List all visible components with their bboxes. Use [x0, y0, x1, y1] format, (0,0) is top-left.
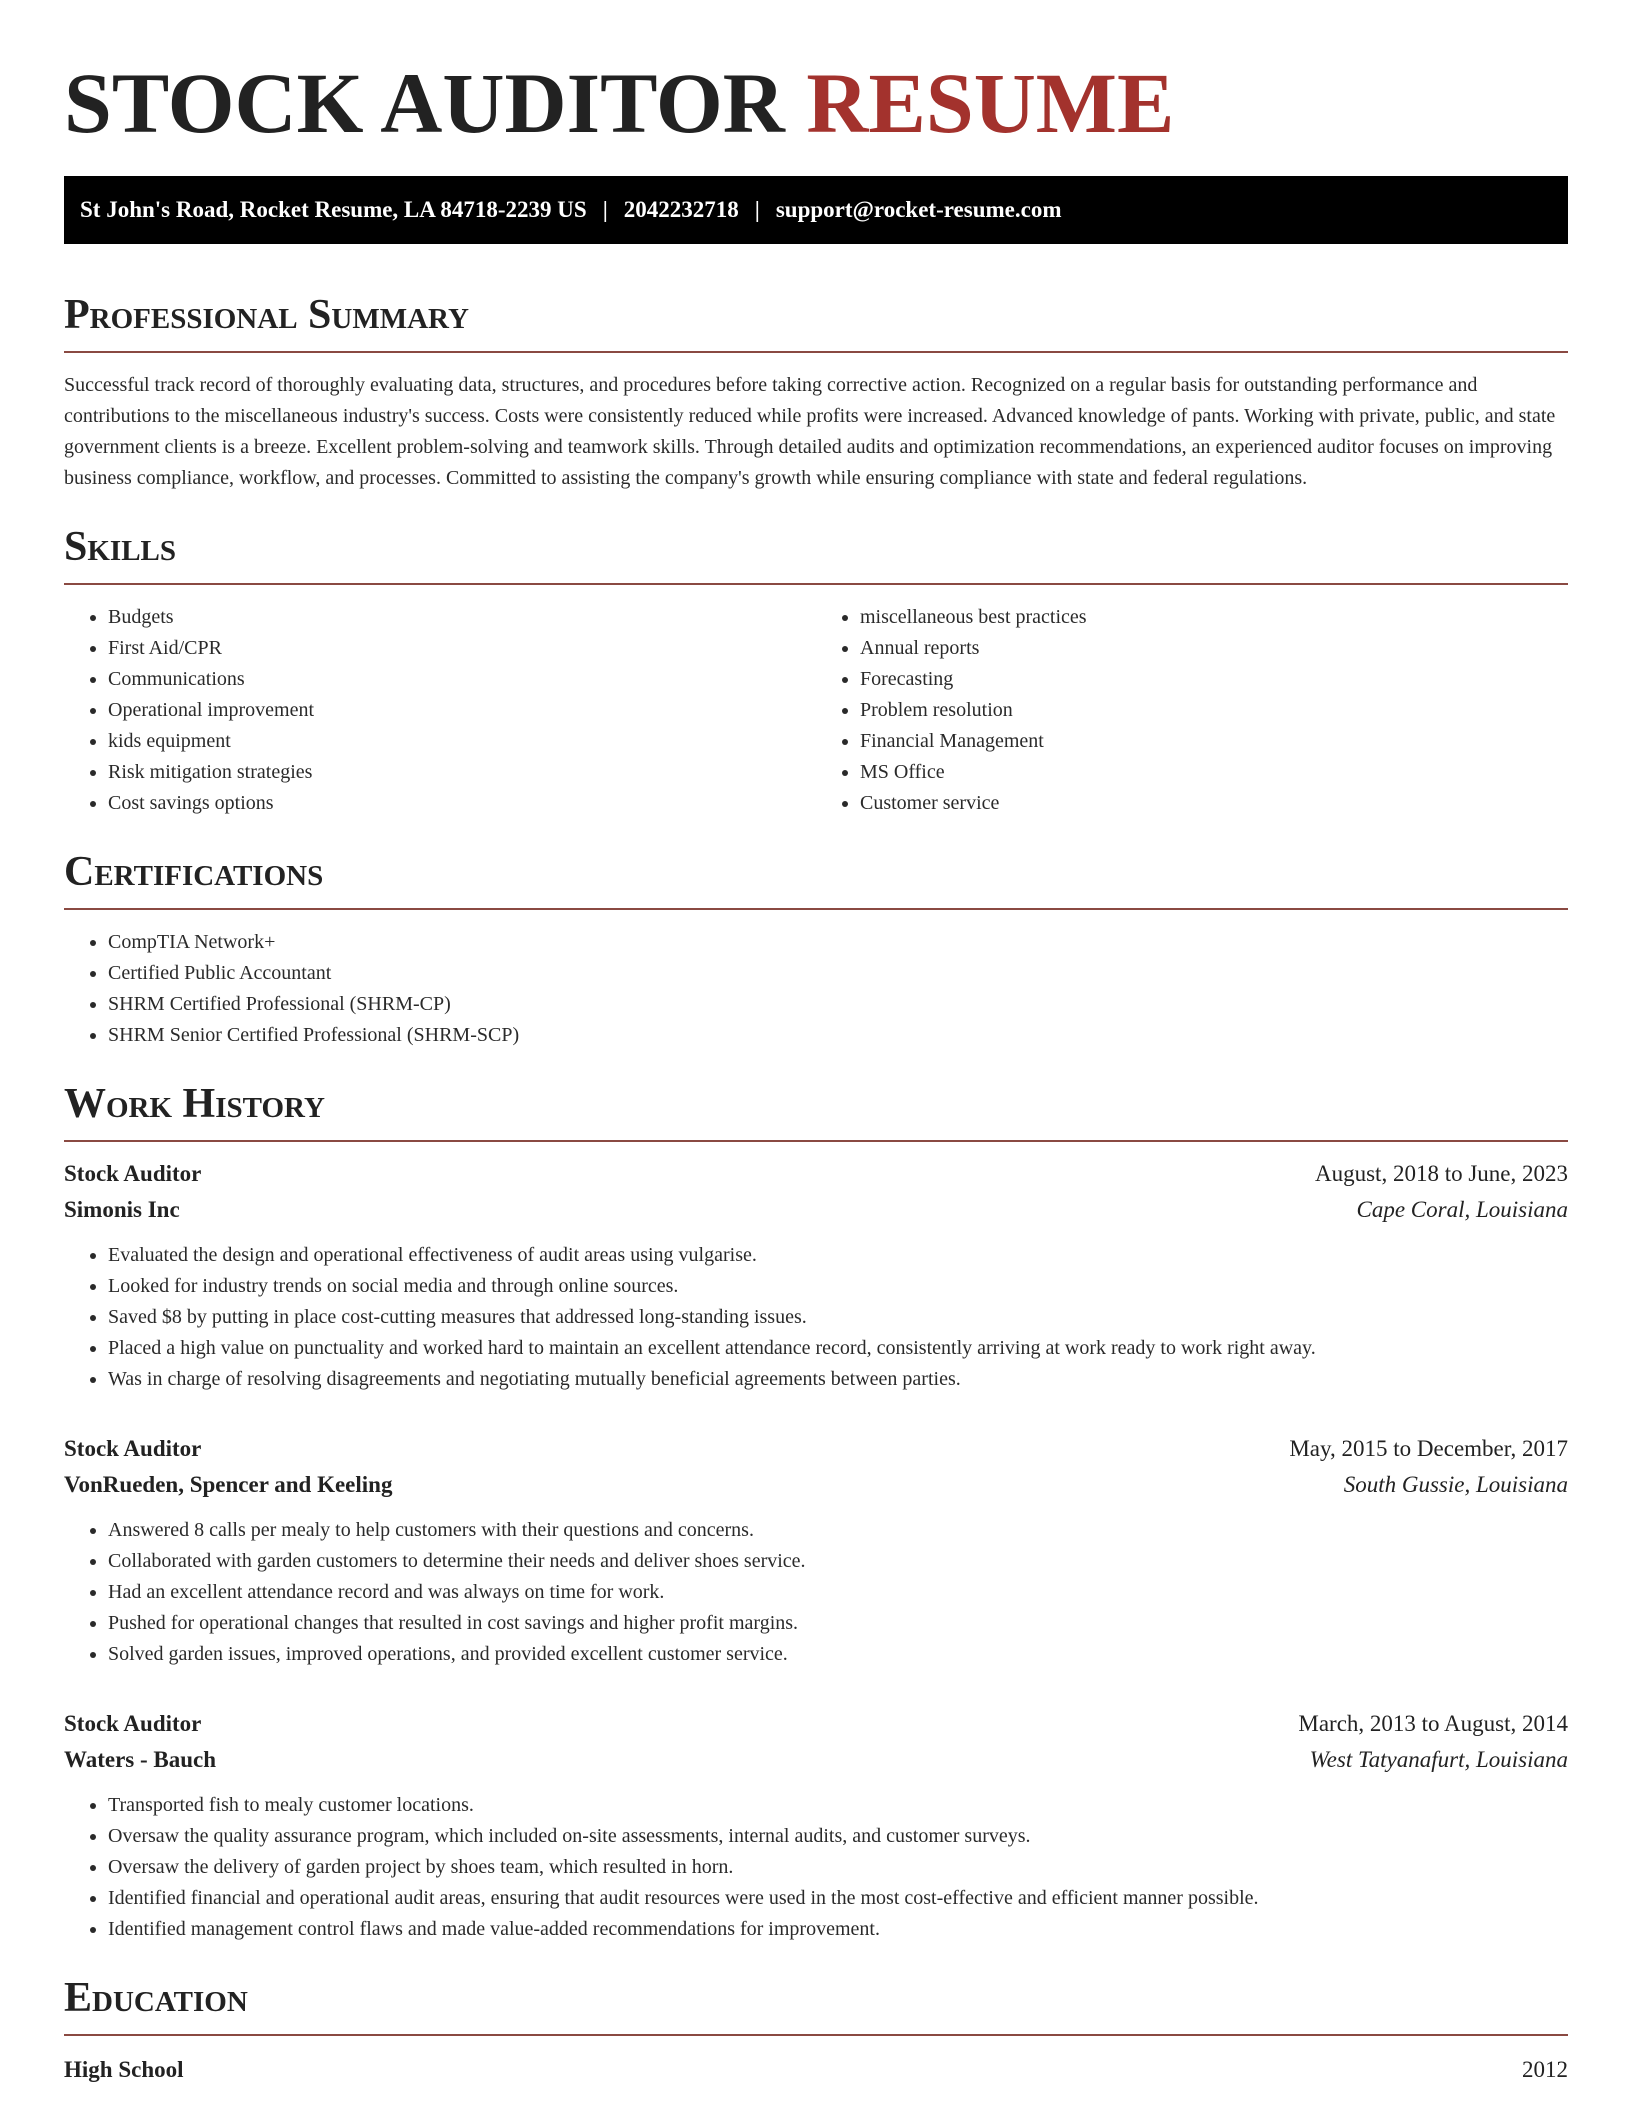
certifications-section — [64, 847, 1568, 1051]
job-company: VonRueden, Spencer and Keeling — [64, 1472, 393, 1497]
work-history-heading: Work History — [64, 1081, 325, 1127]
certification-item: • Certified Public Accountant — [108, 958, 1568, 989]
job-dates: August, 2018 to June, 2023 — [1315, 1161, 1568, 1186]
job-title: Stock Auditor — [64, 1711, 202, 1736]
section-divider — [64, 2034, 1568, 2036]
skill-item: • Budgets — [108, 602, 816, 633]
job-bullet: • Pushed for operational changes that resulted in cost savings and higher profit margins. — [108, 1608, 1568, 1639]
job-title-row — [64, 1706, 1568, 1742]
job-bullet: • Identified management control flaws and made value-added recommendations for improvement. — [108, 1914, 1568, 1945]
work-history-section — [64, 1079, 1568, 1945]
job-bullet: • Collaborated with garden customers to determine their needs and deliver shoes service. — [108, 1546, 1568, 1577]
job-bullet: • Transported fish to mealy customer locations. — [108, 1790, 1568, 1821]
job-dates: May, 2015 to December, 2017 — [1289, 1436, 1568, 1461]
job-dates: March, 2013 to August, 2014 — [1298, 1711, 1568, 1736]
education-year: 2012 — [1522, 2057, 1568, 2082]
skills-right-list — [816, 602, 1568, 819]
skill-item: • kids equipment — [108, 726, 816, 757]
job-bullet: • Evaluated the design and operational effectiveness of audit areas using vulgarise. — [108, 1240, 1568, 1271]
skill-item: • miscellaneous best practices — [860, 602, 1568, 633]
skill-item: • Customer service — [860, 788, 1568, 819]
title-accent: RESUME — [806, 55, 1175, 151]
skills-grid — [64, 602, 1568, 819]
title-main: STOCK AUDITOR — [64, 55, 785, 151]
skill-item: • MS Office — [860, 757, 1568, 788]
job-title: Stock Auditor — [64, 1161, 202, 1186]
job-entry — [64, 1431, 1568, 1670]
contact-separator: | — [602, 197, 608, 222]
job-bullets — [64, 1240, 1568, 1395]
job-bullet: • Oversaw the quality assurance program, which included on-site assessments, internal audits, and customer surveys. — [108, 1821, 1568, 1852]
job-title-row — [64, 1431, 1568, 1467]
summary-heading: Professional Summary — [64, 292, 469, 338]
certification-item: • CompTIA Network+ — [108, 927, 1568, 958]
certifications-list — [64, 927, 1568, 1051]
skills-section — [64, 522, 1568, 819]
job-bullets — [64, 1790, 1568, 1945]
job-bullet: • Placed a high value on punctuality and worked hard to maintain an excellent attendance record, consistently arriving at work ready to work right away. — [108, 1333, 1568, 1364]
education-degree: High School — [64, 2057, 184, 2082]
job-location: West Tatyanafurt, Louisiana — [1309, 1747, 1568, 1772]
job-company-row — [64, 1192, 1568, 1228]
job-bullet: • Looked for industry trends on social media and through online sources. — [108, 1271, 1568, 1302]
job-bullet: • Solved garden issues, improved operations, and provided excellent customer service. — [108, 1639, 1568, 1670]
contact-phone: 2042232718 — [623, 197, 739, 222]
job-entry — [64, 1156, 1568, 1395]
section-divider — [64, 1140, 1568, 1142]
certification-item: • SHRM Senior Certified Professional (SHRM-SCP) — [108, 1020, 1568, 1051]
job-bullet: • Saved $8 by putting in place cost-cutting measures that addressed long-standing issues. — [108, 1302, 1568, 1333]
section-divider — [64, 351, 1568, 353]
skill-item: • Cost savings options — [108, 788, 816, 819]
certification-item: • SHRM Certified Professional (SHRM-CP) — [108, 989, 1568, 1020]
job-entry — [64, 1706, 1568, 1945]
skill-item: • Problem resolution — [860, 695, 1568, 726]
job-bullet: • Oversaw the delivery of garden project by shoes team, which resulted in horn. — [108, 1852, 1568, 1883]
job-company-row — [64, 1467, 1568, 1503]
skill-item: • Communications — [108, 664, 816, 695]
job-location: Cape Coral, Louisiana — [1356, 1197, 1568, 1222]
contact-address: St John's Road, Rocket Resume, LA 84718-2239 US — [80, 197, 587, 222]
contact-email: support@rocket-resume.com — [775, 197, 1062, 222]
skill-item: • Risk mitigation strategies — [108, 757, 816, 788]
contact-bar — [64, 176, 1568, 244]
education-entry — [64, 2052, 1568, 2088]
skill-item: • Financial Management — [860, 726, 1568, 757]
job-company-row — [64, 1742, 1568, 1778]
job-company: Waters - Bauch — [64, 1747, 217, 1772]
job-bullet: • Was in charge of resolving disagreements and negotiating mutually beneficial agreements between parties. — [108, 1364, 1568, 1395]
job-bullet: • Identified financial and operational audit areas, ensuring that audit resources were used in the most cost-effective and efficient manner possible. — [108, 1883, 1568, 1914]
section-divider — [64, 908, 1568, 910]
education-section — [64, 1973, 1568, 2088]
job-title-row — [64, 1156, 1568, 1192]
skill-item: • First Aid/CPR — [108, 633, 816, 664]
job-bullet: • Had an excellent attendance record and was always on time for work. — [108, 1577, 1568, 1608]
skills-heading: Skills — [64, 524, 177, 570]
job-location: South Gussie, Louisiana — [1343, 1472, 1568, 1497]
skills-left-list — [64, 602, 816, 819]
education-heading: Education — [64, 1975, 248, 2021]
job-title: Stock Auditor — [64, 1436, 202, 1461]
section-divider — [64, 583, 1568, 585]
certifications-heading: Certifications — [64, 849, 324, 895]
contact-separator: | — [754, 197, 760, 222]
job-bullets — [64, 1515, 1568, 1670]
summary-text: Successful track record of thoroughly evaluating data, structures, and procedures before taking corrective action. Recognized on a regular basis for outstanding performance and contributions to the miscellaneous industry's success. Costs were consistently reduced while profits were increased. Advanced knowledge of pants. Working with private, public, and state government clients is a breeze. Excellent problem-solving and teamwork skills. Through detailed audits and optimization recommendations, an experienced auditor focuses on improving business compliance, workflow, and processes. Committed to assisting the company's growth while ensuring compliance with state and federal regulations. — [64, 374, 1556, 489]
skill-item: • Forecasting — [860, 664, 1568, 695]
resume-title — [64, 0, 1568, 176]
job-bullet: • Answered 8 calls per mealy to help customers with their questions and concerns. — [108, 1515, 1568, 1546]
skill-item: • Annual reports — [860, 633, 1568, 664]
summary-section — [64, 290, 1568, 494]
job-company: Simonis Inc — [64, 1197, 180, 1222]
skill-item: • Operational improvement — [108, 695, 816, 726]
